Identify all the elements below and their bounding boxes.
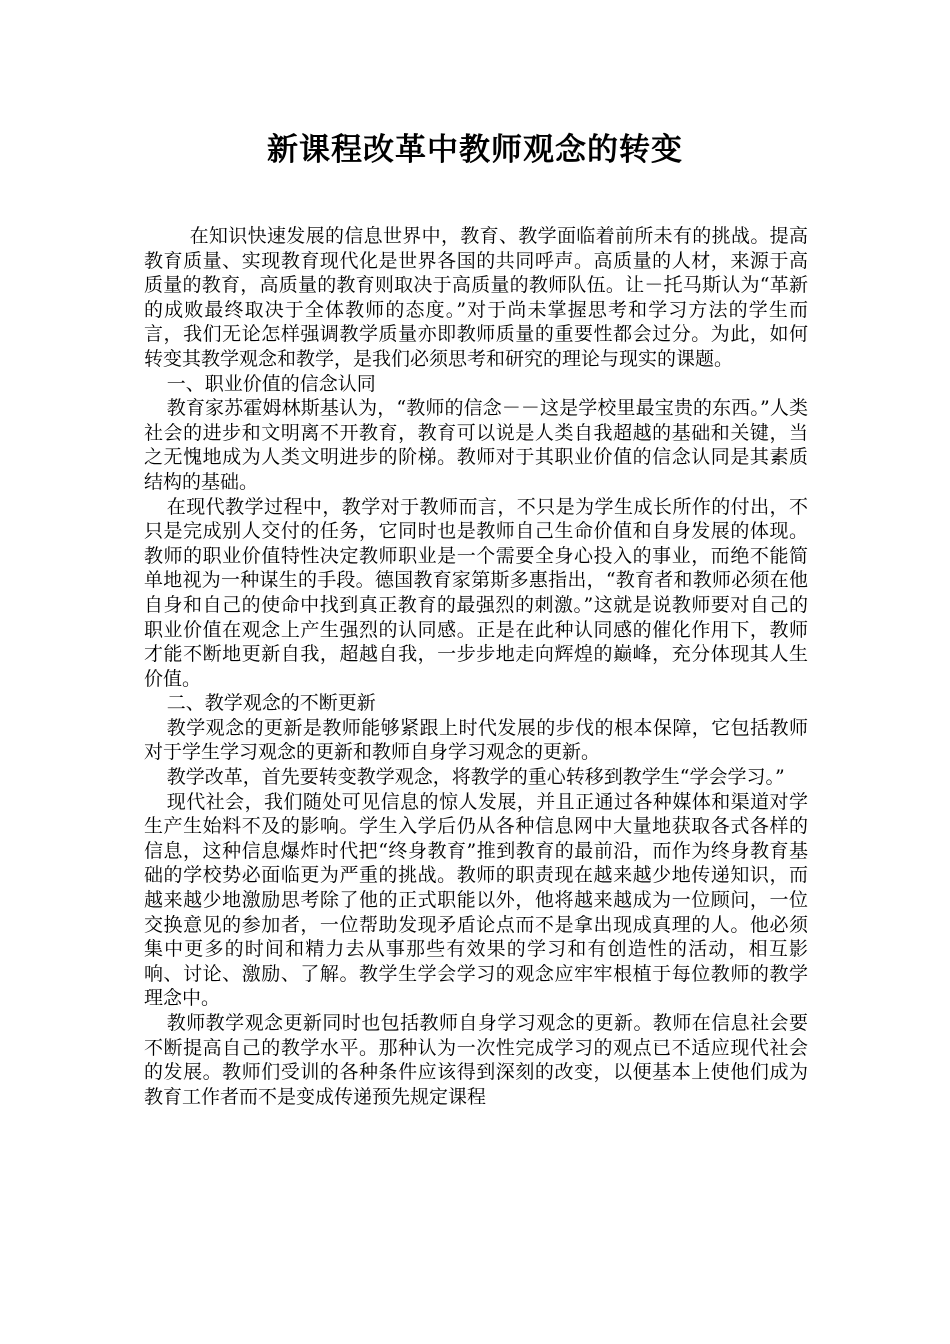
paragraph: 教师教学观念更新同时也包括教师自身学习观念的更新。教师在信息社会要不断提高自己的教学水平。那种认为一次性完成学习的观点已不适应现代社会的发展。教师们受训的各种条件应该得到深刻的改变，以便基本上使他们成为教育工作者而不是变成传递预先规定课程 <box>144 1012 808 1108</box>
section-heading: 一、职业价值的信念认同 <box>166 372 376 395</box>
paragraph: 在知识快速发展的信息世界中，教育、教学面临着前所未有的挑战。提高教育质量、实现教育现代化是世界各国的共同呼声。高质量的人材，来源于高质量的教育，高质量的教育则取决于高质量的教师队伍。让－托马斯认为“革新的成败最终取决于全体教师的态度。”对于尚未掌握思考和学习方法的学生而言，我们无论怎样强调教学质量亦即教师质量的重要性都会过分。为此，如何转变其教学观念和教学，是我们必须思考和研究的理论与现实的课题。 <box>144 225 808 370</box>
paragraph: 教学改革，首先要转变教学观念，将教学的重心转移到教学生“学会学习。” <box>166 766 785 789</box>
paragraph: 在现代教学过程中，教学对于教师而言，不只是为学生成长所作的付出，不只是完成别人交付的任务，它同时也是教师自己生命价值和自身发展的体现。教师的职业价值特性决定教师职业是一个需要全身心投入的事业，而绝不能简单地视为一种谋生的手段。德国教育家第斯多惠指出，“教育者和教师必须在他自身和自己的使命中找到真正教育的最强烈的刺激。”这就是说教师要对自己的职业价值在观念上产生强烈的认同感。正是在此种认同感的催化作用下，教师才能不断地更新自我，超越自我，一步步地走向辉煌的巅峰，充分体现其人生价值。 <box>144 495 808 690</box>
paragraph: 现代社会，我们随处可见信息的惊人发展，并且正通过各种媒体和渠道对学生产生始料不及的影响。学生入学后仍从各种信息网中大量地获取各式各样的信息，这种信息爆炸时代把“终身教育”推到教育的最前沿，而作为终身教育基础的学校势必面临更为严重的挑战。教师的职责现在越来越少地传递知识，而越来越少地激励思考除了他的正式职能以外，他将越来越成为一位顾问，一位交换意见的参加者，一位帮助发现矛盾论点而不是拿出现成真理的人。他必须集中更多的时间和精力去从事那些有效果的学习和有创造性的活动，相互影响、讨论、激励、了解。教学生学会学习的观念应牢牢根植于每位教师的教学理念中。 <box>144 790 808 1010</box>
paragraph: 教育家苏霍姆林斯基认为，“教师的信念－－这是学校里最宝贵的东西。”人类社会的进步和文明离不开教育，教育可以说是人类自我超越的基础和关键，当之无愧地成为人类文明进步的阶梯。教师对于其职业价值的信念认同是其素质结构的基础。 <box>144 397 808 493</box>
section-heading: 二、教学观念的不断更新 <box>166 692 376 715</box>
document-body <box>144 224 808 1109</box>
document-title: 新课程改革中教师观念的转变 <box>267 132 683 168</box>
paragraph: 教学观念的更新是教师能够紧跟上时代发展的步伐的根本保障，它包括教师对于学生学习观念的更新和教师自身学习观念的更新。 <box>144 716 808 764</box>
